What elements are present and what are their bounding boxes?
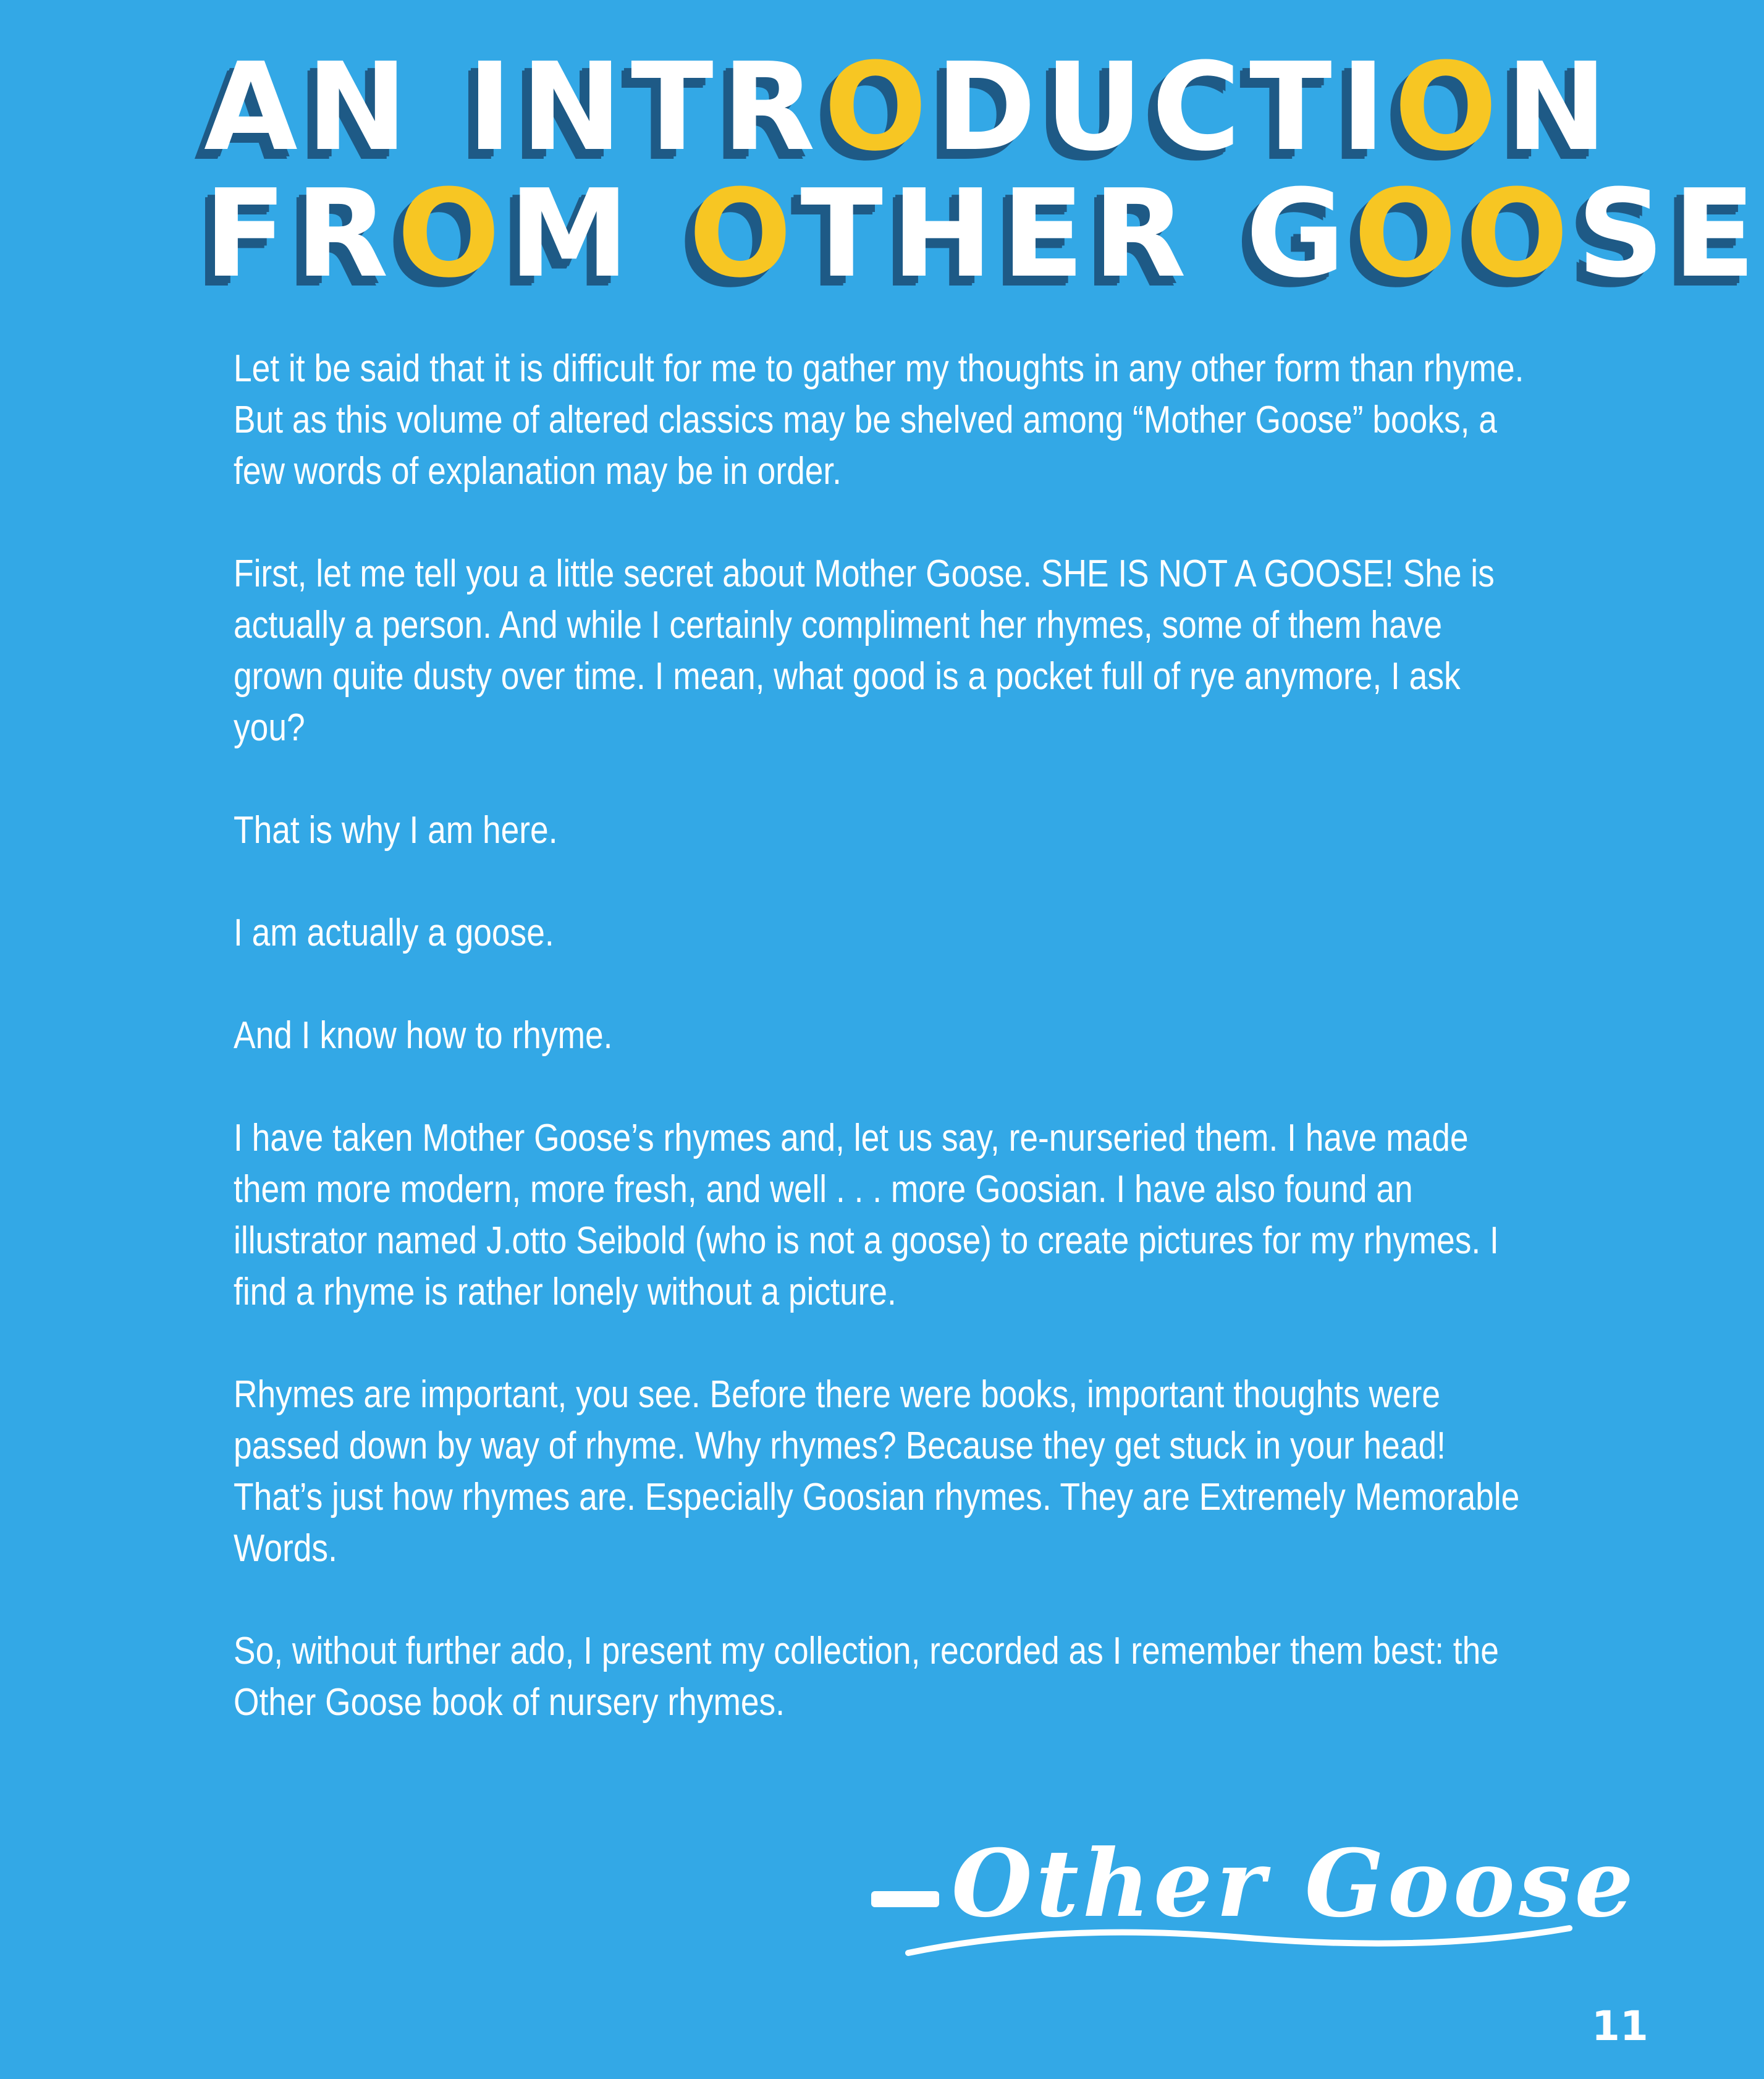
paragraph: Let it be said that it is difficult for me to gather my thoughts in any other form than rhyme. But as this volume of altered classics may be shelved among “Mother Goose” books, a few words of explanation may be in order. xyxy=(234,347,1524,493)
page-title xyxy=(204,25,1764,305)
signature-text: Other Goose xyxy=(952,1829,1637,1938)
intro-body xyxy=(234,343,1524,1779)
paragraph: That is why I am here. xyxy=(234,809,558,852)
title-line-2: FROM OTHER GOOSE xyxy=(204,164,1764,305)
page-number: 11 xyxy=(1592,2002,1648,2050)
signature xyxy=(871,1823,1637,1965)
paragraph: I am actually a goose. xyxy=(234,912,554,954)
paragraph: I have taken Mother Goose’s rhymes and, let us say, re-nurseried them. I have made them more modern, more fresh, and well . . . more Goosian. I have also found an illustrator named J.otto Seibold (who is not a goose) to create pictures for my rhymes. I find a rhyme is rather lonely without a picture. xyxy=(234,1117,1499,1313)
signature-swash xyxy=(871,1916,1576,1965)
paragraph: Rhymes are important, you see. Before there were books, important thoughts were passed down by way of rhyme. Why rhymes? Because they get stuck in your head! That’s just how rhymes are. Especially Goosian rhymes. They are Extremely Memorable Words. xyxy=(234,1373,1520,1570)
title-line-1: AN INTRODUCTION xyxy=(204,37,1616,178)
signature-dash xyxy=(871,1891,939,1907)
paragraph: So, without further ado, I present my collection, recorded as I remember them best: the Other Goose book of nursery rhymes. xyxy=(234,1630,1499,1724)
paragraph: First, let me tell you a little secret about Mother Goose. SHE IS NOT A GOOSE! She is actually a person. And while I certainly compliment her rhymes, some of them have grown quite dusty over time. I mean, what good is a pocket full of rye anymore, I ask you? xyxy=(234,553,1495,749)
paragraph: And I know how to rhyme. xyxy=(234,1014,613,1057)
